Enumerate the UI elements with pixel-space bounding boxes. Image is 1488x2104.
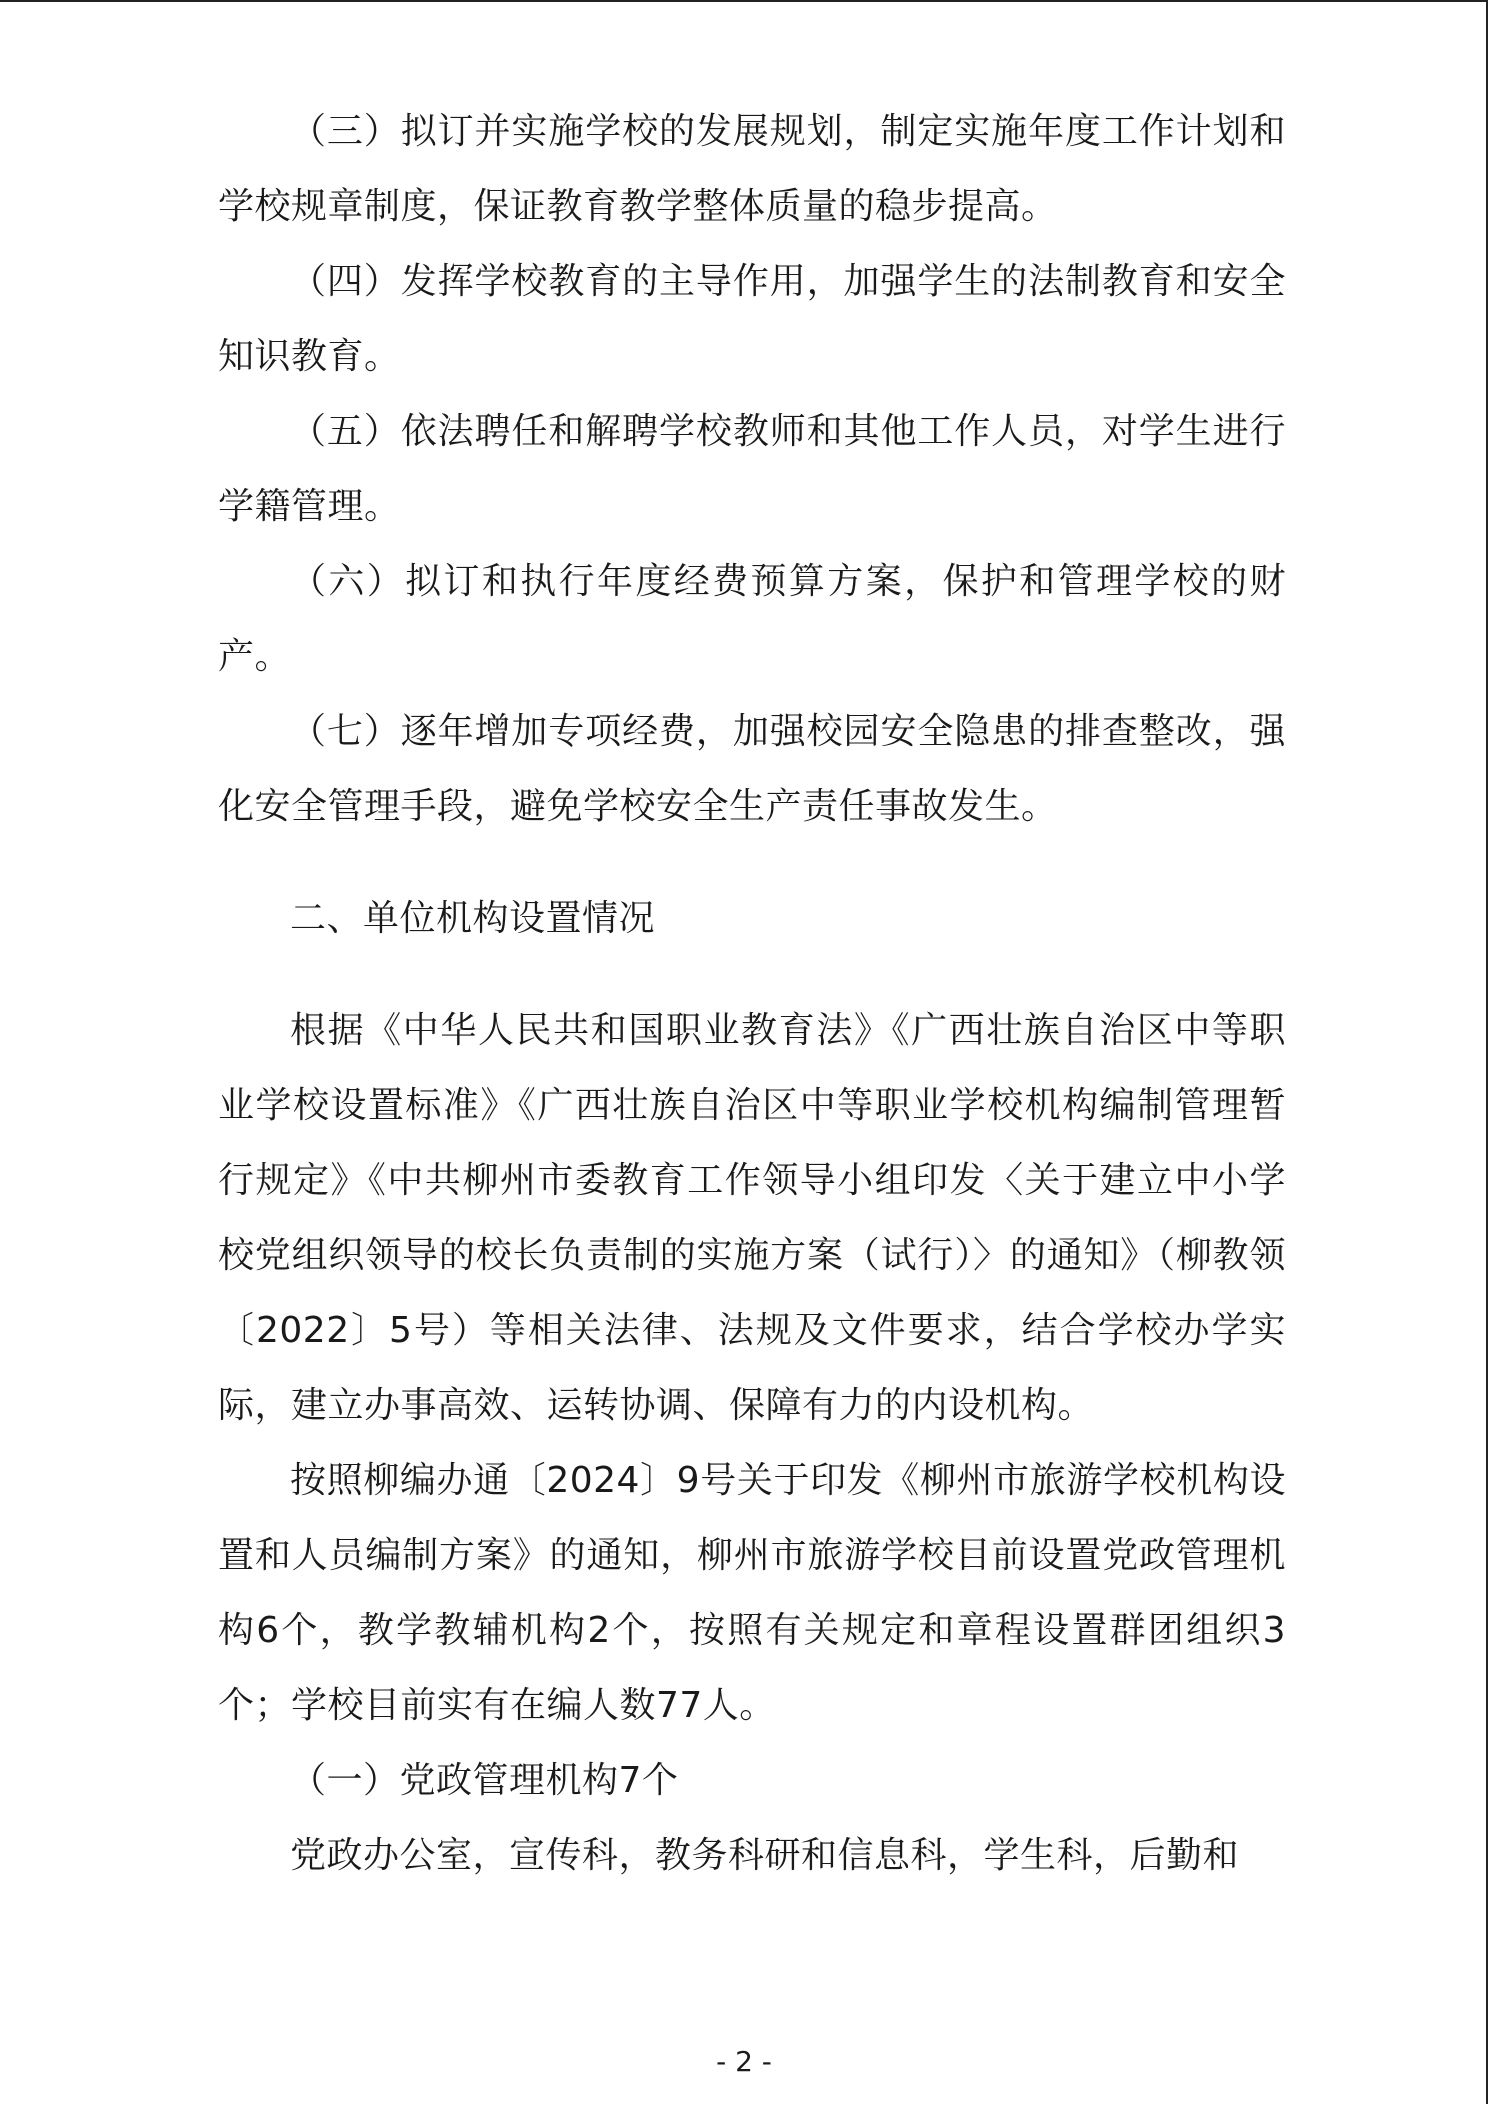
document-body <box>218 94 1286 1893</box>
paragraph-item-5: （五）依法聘任和解聘学校教师和其他工作人员，对学生进行学籍管理。 <box>218 411 1286 527</box>
section-heading: 二、单位机构设置情况 <box>290 898 656 939</box>
paragraph-department-list: 党政办公室，宣传科，教务科研和信息科，学生科，后勤和 <box>290 1835 1240 1876</box>
paragraph-item-6: （六）拟订和执行年度经费预算方案，保护和管理学校的财产。 <box>218 561 1286 677</box>
subheading-party-admin: （一）党政管理机构7个 <box>290 1760 679 1801</box>
page-number: - 2 - <box>716 2045 772 2078</box>
paragraph-legal-basis: 根据《中华人民共和国职业教育法》《广西壮族自治区中等职业学校设置标准》《广西壮族自治区中等职业学校机构编制管理暂行规定》《中共柳州市委教育工作领导小组印发〈关于建立中小学校党组织领导的校长负责制的实施方案（试行）〉的通知》（柳教领〔2022〕5号）等相关法律、法规及文件要求，结合学校办学实际，建立办事高效、运转协调、保障有力的内设机构。 <box>218 1010 1286 1426</box>
paragraph-institution-setup: 按照柳编办通〔2024〕9号关于印发《柳州市旅游学校机构设置和人员编制方案》的通知，柳州市旅游学校目前设置党政管理机构6个，教学教辅机构2个，按照有关规定和章程设置群团组织3个；学校目前实有在编人数77人。 <box>218 1460 1286 1726</box>
paragraph-item-4: （四）发挥学校教育的主导作用，加强学生的法制教育和安全知识教育。 <box>218 261 1286 377</box>
paragraph-item-3: （三）拟订并实施学校的发展规划，制定实施年度工作计划和学校规章制度，保证教育教学整体质量的稳步提高。 <box>218 111 1286 227</box>
paragraph-item-7: （七）逐年增加专项经费，加强校园安全隐患的排查整改，强化安全管理手段，避免学校安全生产责任事故发生。 <box>218 711 1286 827</box>
